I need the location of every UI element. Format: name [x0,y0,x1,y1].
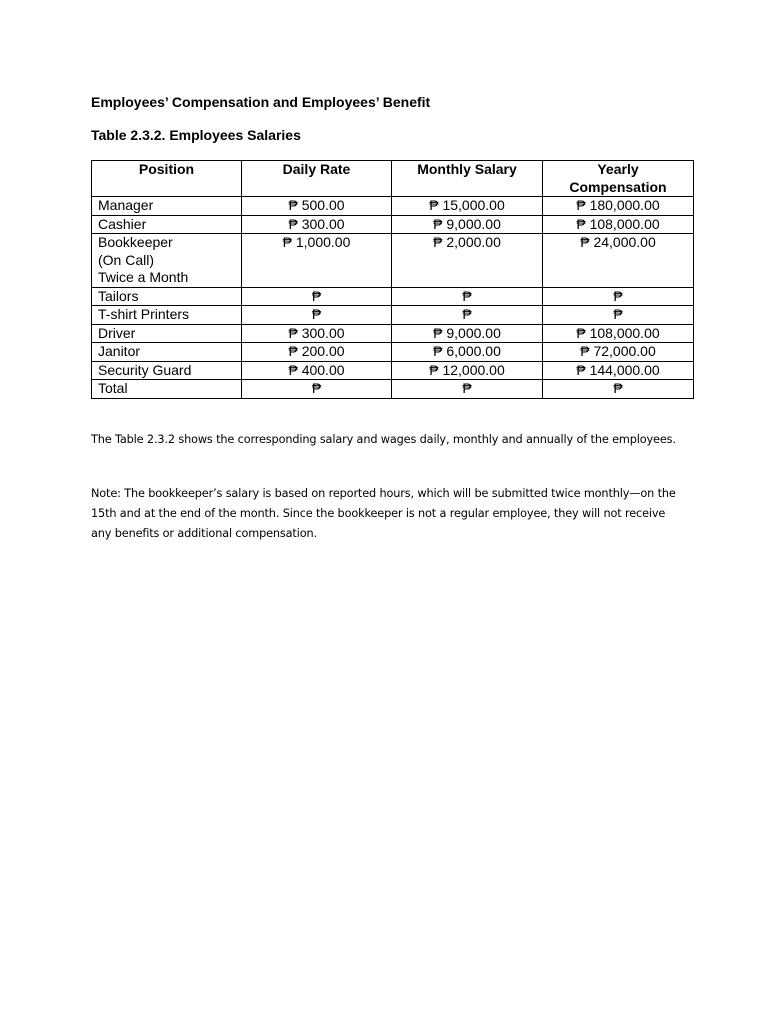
cell-daily-rate: ₱ 500.00 [242,197,392,216]
cell-monthly-salary: ₱ 9,000.00 [392,215,543,234]
column-header-position: Position [92,161,242,197]
cell-monthly-salary: ₱ 12,000.00 [392,361,543,380]
section-heading: Employees’ Compensation and Employees’ Benefit [91,94,431,110]
bookkeeper-note-paragraph: Note: The bookkeeper’s salary is based on reported hours, which will be submitted twice monthly—on the 15th and at the end of the month. Since the bookkeeper is not a regular employee, they will not receive any benefits or additional compensation. [91,487,676,540]
cell-yearly-compensation: ₱ [543,287,694,306]
cell-daily-rate: ₱ 200.00 [242,343,392,362]
cell-yearly-compensation: ₱ 108,000.00 [543,324,694,343]
cell-daily-rate: ₱ 300.00 [242,215,392,234]
table-row [92,234,694,288]
cell-daily-rate: ₱ 300.00 [242,324,392,343]
table-row [92,343,694,362]
table-row [92,197,694,216]
table-row [92,324,694,343]
cell-daily-rate: ₱ [242,380,392,399]
cell-daily-rate: ₱ 1,000.00 [242,234,392,288]
cell-position: Driver [92,324,242,343]
cell-position: Cashier [92,215,242,234]
cell-monthly-salary: ₱ [392,380,543,399]
table-caption: Table 2.3.2. Employees Salaries [91,127,301,143]
position-line: Bookkeeper [98,234,173,250]
cell-yearly-compensation: ₱ 180,000.00 [543,197,694,216]
cell-monthly-salary: ₱ 15,000.00 [392,197,543,216]
column-header-yearly-compensation: Yearly Compensation [543,161,694,197]
cell-yearly-compensation: ₱ 108,000.00 [543,215,694,234]
position-line: Twice a Month [98,269,189,285]
cell-position: Tailors [92,287,242,306]
cell-position: T-shirt Printers [92,306,242,325]
cell-yearly-compensation: ₱ [543,306,694,325]
salaries-table [91,160,694,399]
cell-daily-rate: ₱ [242,287,392,306]
cell-daily-rate: ₱ [242,306,392,325]
cell-position: Security Guard [92,361,242,380]
cell-monthly-salary: ₱ [392,287,543,306]
table-row [92,215,694,234]
table-row [92,287,694,306]
cell-monthly-salary: ₱ [392,306,543,325]
position-line: (On Call) [98,251,155,268]
cell-position: Total [92,380,242,399]
table-total-row [92,380,694,399]
table-header-row [92,161,694,197]
cell-monthly-salary: ₱ 2,000.00 [392,234,543,288]
cell-monthly-salary: ₱ 9,000.00 [392,324,543,343]
cell-yearly-compensation: ₱ [543,380,694,399]
cell-yearly-compensation: ₱ 144,000.00 [543,361,694,380]
column-header-daily-rate: Daily Rate [242,161,392,197]
table-row [92,361,694,380]
cell-daily-rate: ₱ 400.00 [242,361,392,380]
cell-position: Janitor [92,343,242,362]
cell-yearly-compensation: ₱ 72,000.00 [543,343,694,362]
cell-monthly-salary: ₱ 6,000.00 [392,343,543,362]
table-description-paragraph: The Table 2.3.2 shows the corresponding salary and wages daily, monthly and annually of the employees. [91,433,676,446]
cell-position: Manager [92,197,242,216]
cell-position [92,234,242,288]
table-row [92,306,694,325]
column-header-monthly-salary: Monthly Salary [392,161,543,197]
cell-yearly-compensation: ₱ 24,000.00 [543,234,694,288]
